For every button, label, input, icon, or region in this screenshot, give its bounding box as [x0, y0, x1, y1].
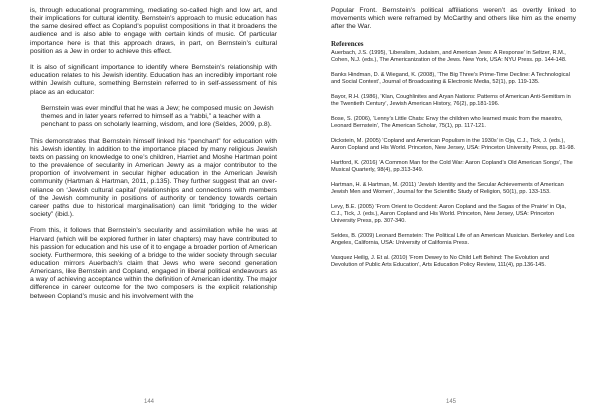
paragraph: This demonstrates that Bernstein himself linked his “penchant” for education with his Jewish identity. In addition to the importance placed by many religious Jewish texts on passing on knowledge to one’s children, Harriet and Moshe Hartman point to the prevalence of secularity in American Jewry as a major contributor to the proportion of involvement in secular higher education in the American Jewish community (Hartman & Hartman, 2011, p.135). They further suggest that an over-reliance on ‘Jewish cultural capital’ (relationships and connections with members of the Jewish community in positions of authority or tendency towards certain career paths due to historical marginalisation) can limit “bridging to the wider society” (ibid.).	[30, 137, 277, 218]
reference-entry: Dickstein, M. (2005) ‘Copland and American Populism in the 1930s’ in Oja, C.J., Tick, J. (eds.), Aaron Copland and His World. Princeton, New Jersey, USA: Princeton University Press, pp. 81-98.	[331, 137, 576, 151]
right-text-column	[331, 7, 576, 277]
paragraph: is, through educational programming, mediating so-called high and low art, and their implications for cultural identity. Bernstein’s approach to music education has the same desired effect as Copland’s populist compositions in that it broadens the audience and is also able to engage with certain kinds of music. Of particular importance here is that this approach draws, in part, on Bernstein’s cultural position as a Jew in order to achieve this effect.	[30, 7, 277, 55]
references-heading: References	[331, 39, 364, 48]
paragraph: From this, it follows that Bernstein’s secularity and assimilation while he was at Harvard (which will be explored further in later chapters) may have contributed to his passion for education and his use of it to engage a broader portion of American society. Furthermore, this seeking of a bridge to the wider society through secular education mirrors Auerbach’s claim that Jews who were second generation Americans, like Bernstein and Copland, engaged in liberal political endeavours as a way of achieving acceptance within the definition of American identity. The major difference in career outcome for the two composers is the explicit relationship between Copland’s music and his involvement with the	[30, 227, 277, 300]
left-text-column	[30, 7, 277, 309]
reference-entry: Hartford, K. (2016) ‘A Common Man for the Cold War: Aaron Copland’s Old American Songs’, The Musical Quarterly, 98(4), pp.313-349.	[331, 159, 573, 173]
page-number: 145	[446, 399, 457, 405]
reference-entry: Seldes, B. (2009) Leonard Bernstein: The Political Life of an American Musician. Berkeley and Los Angeles, California, USA: University of California Press.	[331, 232, 575, 247]
paragraph: It is also of significant importance to identify where Bernstein’s relationship with education relates to his Jewish identity. Education has an incredibly important role within Jewish culture, something Bernstein referred to in self-assessment of his place as an educator:	[30, 64, 277, 96]
right-page	[300, 0, 600, 420]
reference-entry: Banks Hindman, D. & Wiegand, K. (2008), ‘The Big Three’s Prime-Time Decline: A Technological and Social Context’, Journal of Broadcasting & Electronic Media, 52(1), pp. 119-135.	[331, 71, 570, 85]
page-number: 144	[144, 399, 155, 405]
reference-entry: Bose, S. (2006), ‘Lenny’s Little Chats: Envy the children who learned music from the maestro, Leonard Bernstein’, The American Scholar, 75(1), pp. 117-121.	[331, 115, 563, 129]
reference-entry: Vasquez Heilig, J. Et al. (2010) ‘From Dewey to No Child Left Behind: The Evolution and Devolution of Public Arts Education’, Arts Education Policy Review, 111(4), pp.136-145.	[331, 254, 550, 269]
paragraph: Popular Front. Bernstein’s political affiliations weren’t as overtly linked to movements which were reframed by McCarthy and others like him as the enemy after the War.	[331, 7, 576, 31]
reference-entry: Auerbach, J.S. (1995), ‘Liberalism, Judaism, and American Jews: A Response’ in Seltzer, R.M., Cohen, N.J. (eds.), The Americanization of the Jews. New York, USA: NYU Press. pp. 144-148.	[331, 49, 567, 63]
reference-entry: Hartman, H. & Hartman, M. (2011) ‘Jewish Identity and the Secular Achievements of American Jewish Men and Women’, Journal for the Scientific Study of Religion, 50(1), pp. 133-153.	[331, 181, 564, 195]
reference-entry: Bayor, R.H. (1986), ‘Klan, Coughlinites and Aryan Nations: Patterns of American Anti-Semitism in the Twentieth Century’, Jewish American History, 76(2), pp.181-196.	[331, 93, 571, 107]
block-quote: Bernstein was ever mindful that he was a Jew; he composed music on Jewish themes and in later years referred to himself as a “rabbi,” a teacher with a penchant to pass on scholarly learning, wisdom, and lore (Seldes, 2009, p.8).	[41, 104, 274, 129]
reference-entry: Levy, B.E. (2005) ‘From Orient to Occident: Aaron Copland and the Sagas of the Prairie’ in Oja, C.J., Tick, J. (eds.), Aaron Copland and His World. Princeton, New Jersey, USA: Princeton University Press, pp. 307-340.	[331, 203, 567, 225]
